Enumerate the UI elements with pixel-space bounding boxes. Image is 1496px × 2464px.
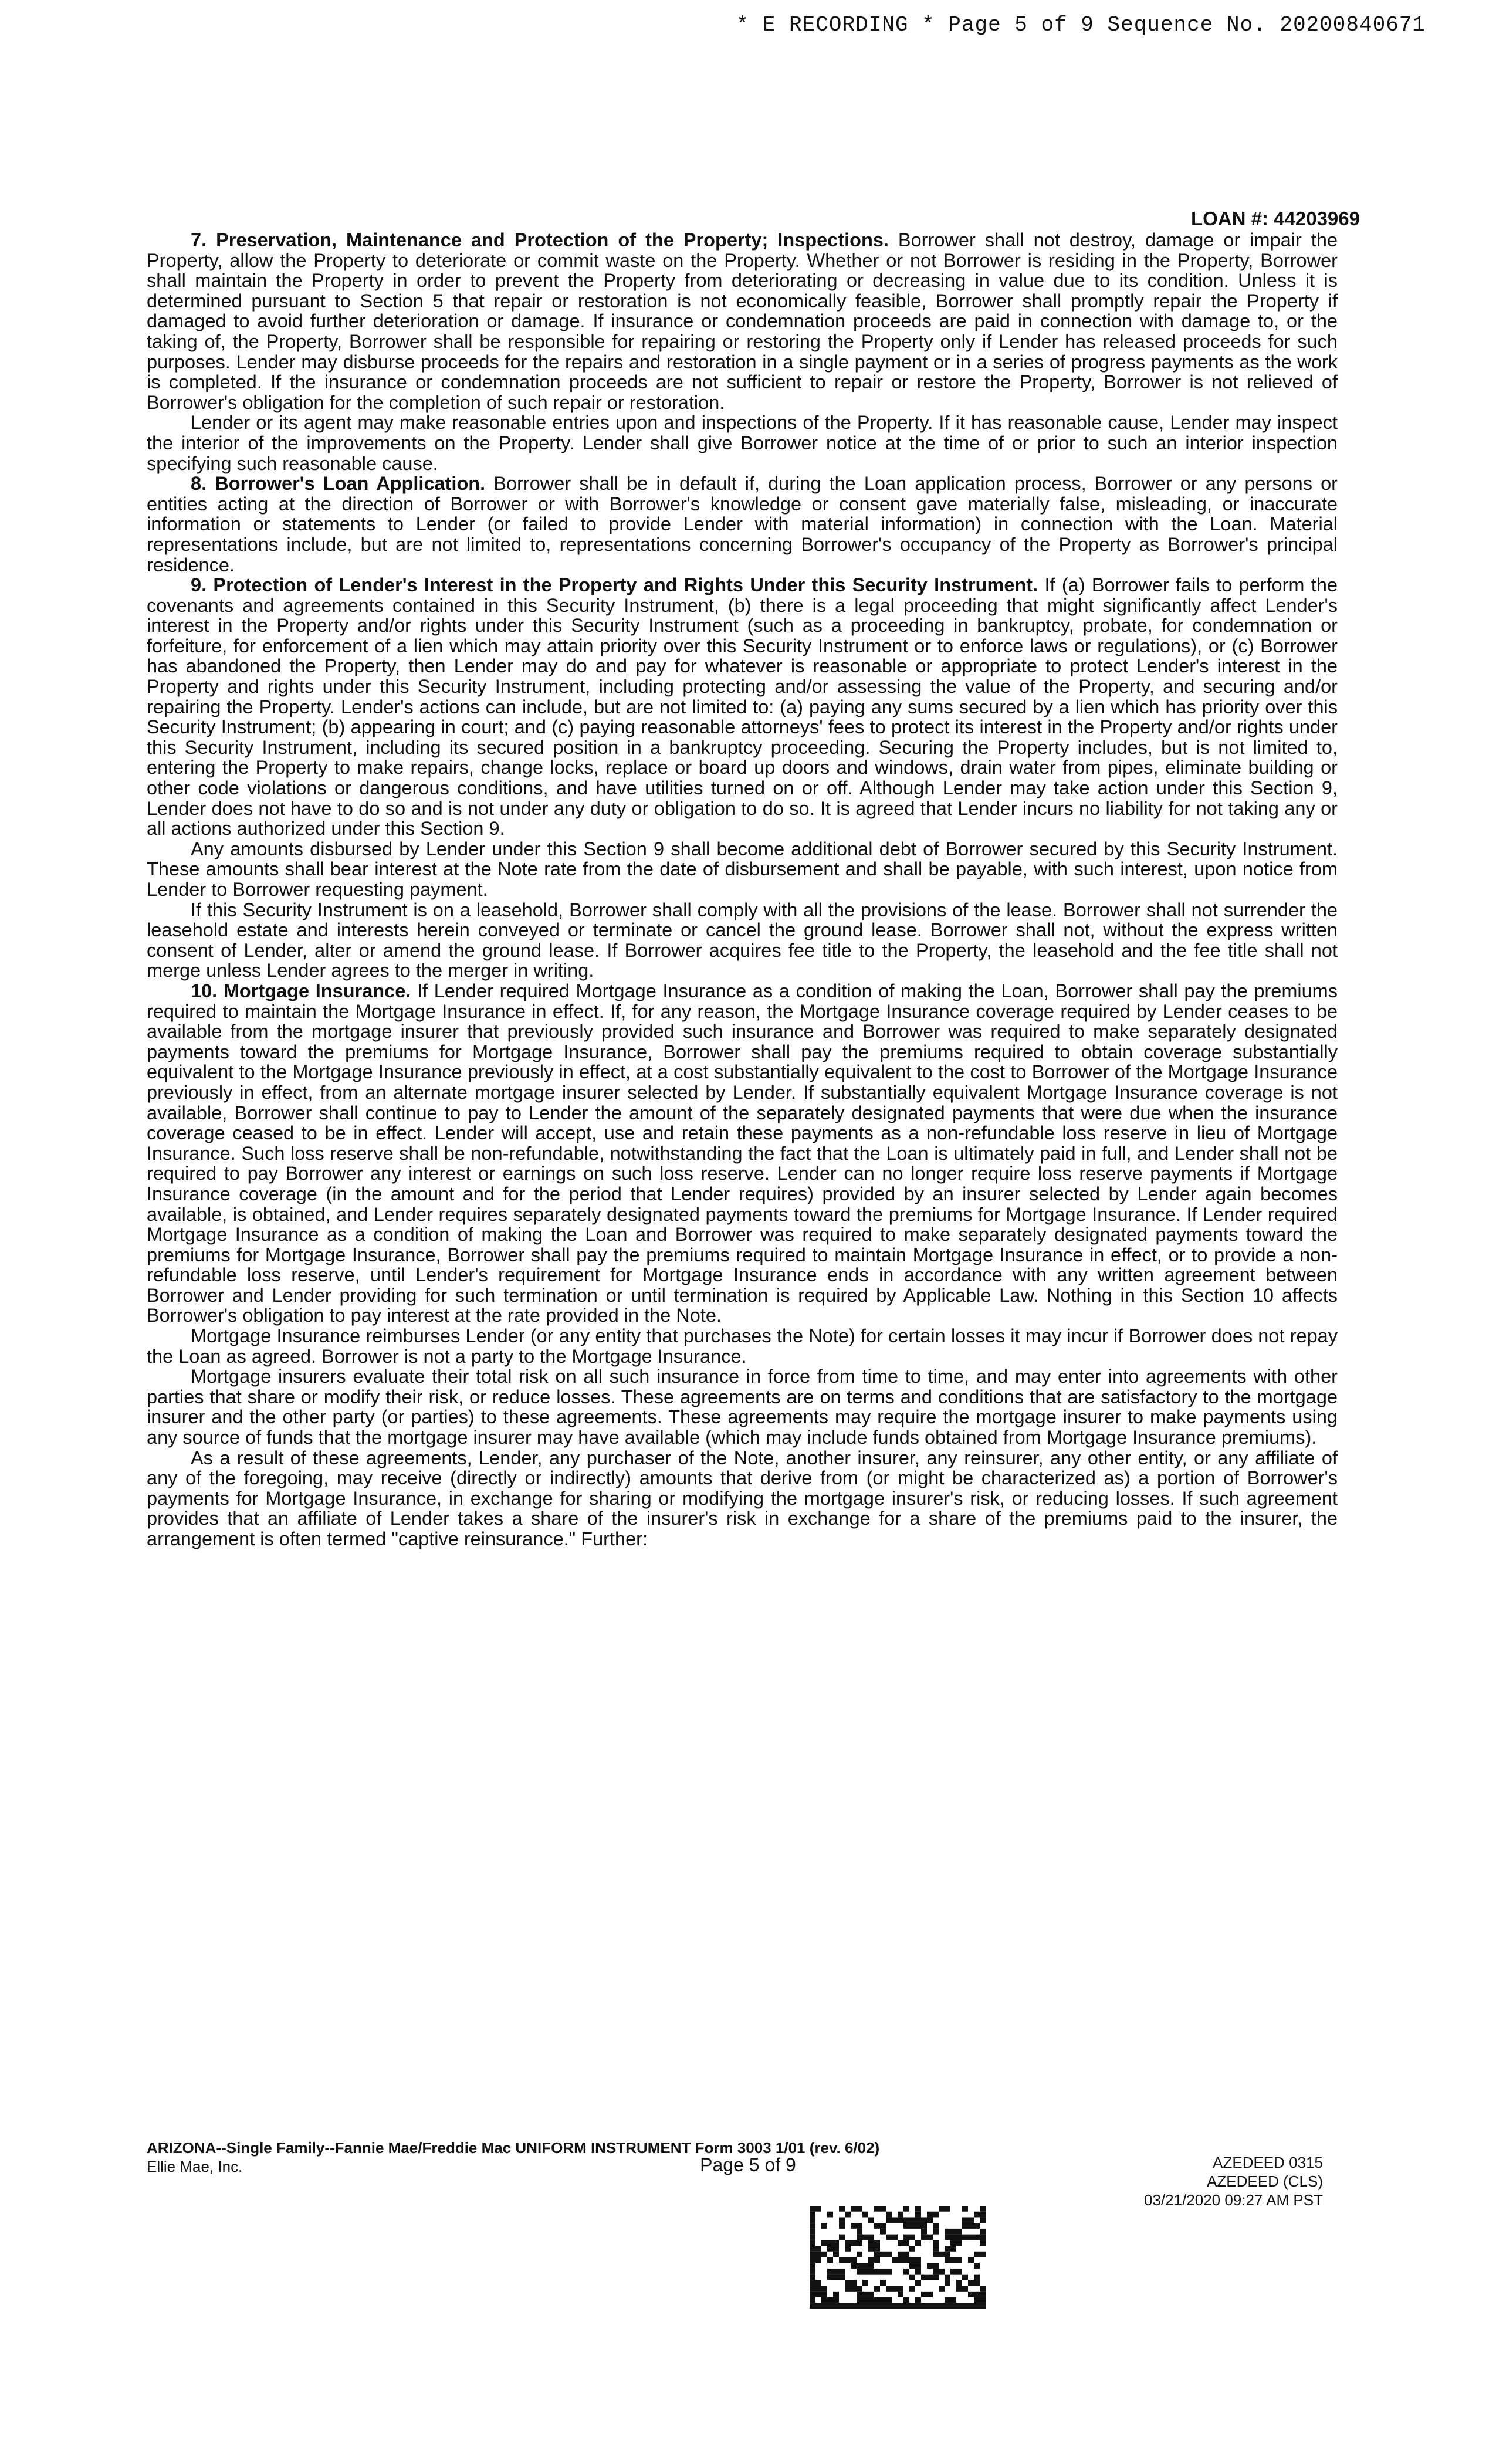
section-text: Borrower shall not destroy, damage or impair the Property, allow the Property to deteriorate or commit waste on the Property. Whether or not Borrower is residing in the Property, Borrower shall maintain the Property in order to prevent the Property from deteriorating or decreasing in value due to its condition. Unless it is determined pursuant to Section 5 that repair or restoration is not economically feasible, Borrower shall promptly repair the Property if damaged to avoid further deterioration or damage. If insurance or condemnation proceeds are paid in connection with damage to, or the taking of, the Property, Borrower shall be responsible for repairing or restoring the Property only if Lender has released proceeds for such purposes. Lender may disburse proceeds for the repairs and restoration in a single payment or in a series of progress payments as the work is completed. If the insurance or condemnation proceeds are not sufficient to repair or restore the Property, Borrower is not relieved of Borrower's obligation for the completion of such repair or restoration. [147,229,1338,413]
section-number: 8. [191,473,207,495]
section-text: Mortgage insurers evaluate their total risk on all such insurance in force from time to time, and may enter into agreements with other parties that share or modify their risk, or reduce losses. These agreements are on terms and conditions that are satisfactory to the mortgage insurer and the other party (or parties) to these agreements. These agreements may require the mortgage insurer to make payments using any source of funds that the mortgage insurer may have available (which may include funds obtained from Mortgage Insurance premiums). [147,1366,1338,1448]
section-text: Mortgage Insurance reimburses Lender (or any entity that purchases the Note) for certain losses it may incur if Borrower does not repay the Loan as agreed. Borrower is not a party to the Mortgage Insurance. [147,1325,1338,1367]
section-text: Lender or its agent may make reasonable entries upon and inspections of the Property. If it has reasonable cause, Lender may inspect the interior of the improvements on the Property. Lender shall give Borrower notice at the time of or prior to such an interior inspection specifying such reasonable cause. [147,412,1338,474]
document-body [147,230,1338,1549]
section-paragraph [147,1326,1338,1366]
section-text: Any amounts disbursed by Lender under this Section 9 shall become additional debt of Borrower secured by this Security Instrument. These amounts shall bear interest at the Note rate from the date of disbursement and shall be payable, with such interest, upon notice from Lender to Borrower requesting payment. [147,838,1338,900]
section-text: If Lender required Mortgage Insurance as a condition of making the Loan, Borrower shall pay the premiums required to maintain the Mortgage Insurance in effect. If, for any reason, the Mortgage Insurance coverage required by Lender ceases to be available from the mortgage insurer that previously provided such insurance and Borrower was required to make separately designated payments toward the premiums for Mortgage Insurance, Borrower shall pay the premiums required to obtain coverage substantially equivalent to the Mortgage Insurance previously in effect, at a cost substantially equivalent to the cost to Borrower of the Mortgage Insurance previously in effect, from an alternate mortgage insurer selected by Lender. If substantially equivalent Mortgage Insurance coverage is not available, Borrower shall continue to pay to Lender the amount of the separately designated payments that were due when the insurance coverage ceased to be in effect. Lender will accept, use and retain these payments as a non-refundable loss reserve in lieu of Mortgage Insurance. Such loss reserve shall be non-refundable, notwithstanding the fact that the Loan is ultimately paid in full, and Lender shall not be required to pay Borrower any interest or earnings on such loss reserve. Lender can no longer require loss reserve payments if Mortgage Insurance coverage (in the amount and for the period that Lender requires) provided by an insurer selected by Lender again becomes available, is obtained, and Lender requires separately designated payments toward the premiums for Mortgage Insurance. If Lender required Mortgage Insurance as a condition of making the Loan and Borrower was required to make separately designated payments toward the premiums for Mortgage Insurance, Borrower shall pay the premiums required to maintain Mortgage Insurance in effect, or to provide a non-refundable loss reserve, until Lender's requirement for Mortgage Insurance ends in accordance with any written agreement between Borrower and Lender providing for such termination or until termination is required by Applicable Law. Nothing in this Section 10 affects Borrower's obligation to pay interest at the rate provided in the Note. [147,980,1338,1326]
section-number: 10. [191,980,218,1001]
section-paragraph [147,473,1338,575]
section-title: Mortgage Insurance. [223,980,411,1001]
section-number: 7. [191,229,207,251]
barcode-icon [810,2206,986,2309]
section-number: 9. [191,574,207,596]
form-code: AZEDEED 0315 [1213,2154,1323,2171]
section-paragraph [147,230,1338,412]
section-title: Borrower's Loan Application. [215,473,486,495]
recording-header: * E RECORDING * Page 5 of 9 Sequence No. 20200840671 [736,13,1426,37]
section-paragraph [147,575,1338,839]
form-identifier: ARIZONA--Single Family--Fannie Mae/Freddie Mac UNIFORM INSTRUMENT Form 3003 1/01 (rev. 6/02) [147,2139,880,2157]
company-name: Ellie Mae, Inc. [147,2158,243,2175]
section-paragraph [147,1366,1338,1447]
print-timestamp: 03/21/2020 09:27 AM PST [1144,2191,1323,2209]
section-paragraph [147,900,1338,981]
footer-codes [1144,2153,1323,2209]
form-code-cls: AZEDEED (CLS) [1207,2172,1323,2190]
section-title: Protection of Lender's Interest in the Property and Rights Under this Security Instrument. [213,574,1038,596]
section-paragraph [147,412,1338,473]
section-text: Borrower shall be in default if, during the Loan application process, Borrower or any persons or entities acting at the direction of Borrower or with Borrower's knowledge or consent gave materially false, misleading, or inaccurate information or statements to Lender (or failed to provide Lender with material information) in connection with the Loan. Material representations include, but are not limited to, representations concerning Borrower's occupancy of the Property as Borrower's principal residence. [147,473,1338,576]
section-text: If this Security Instrument is on a leasehold, Borrower shall comply with all the provisions of the lease. Borrower shall not surrender the leasehold estate and interests herein conveyed or terminate or cancel the ground lease. Borrower shall not, without the express written consent of Lender, alter or amend the ground lease. If Borrower acquires fee title to the Property, the leasehold and the fee title shall not merge unless Lender agrees to the merger in writing. [147,899,1338,981]
section-paragraph [147,981,1338,1326]
section-title: Preservation, Maintenance and Protection of the Property; Inspections. [216,229,889,251]
page-number: Page 5 of 9 [700,2154,796,2175]
loan-number: LOAN #: 44203969 [1191,208,1360,229]
section-text: As a result of these agreements, Lender, any purchaser of the Note, another insurer, any reinsurer, any other entity, or any affiliate of any of the foregoing, may receive (directly or indirectly) amounts that derive from (or might be characterized as) a portion of Borrower's payments for Mortgage Insurance, in exchange for sharing or modifying the mortgage insurer's risk, or reducing losses. If such agreement provides that an affiliate of Lender takes a share of the insurer's risk in exchange for a share of the premiums paid to the insurer, the arrangement is often termed "captive reinsurance." Further: [147,1447,1338,1549]
section-paragraph [147,1448,1338,1549]
section-text: If (a) Borrower fails to perform the covenants and agreements contained in this Security Instrument, (b) there is a legal proceeding that might significantly affect Lender's interest in the Property and/or rights under this Security Instrument (such as a proceeding in bankruptcy, probate, for condemnation or forfeiture, for enforcement of a lien which may attain priority over this Security Instrument or to enforce laws or regulations), or (c) Borrower has abandoned the Property, then Lender may do and pay for whatever is reasonable or appropriate to protect Lender's interest in the Property and rights under this Security Instrument, including protecting and/or assessing the value of the Property, and securing and/or repairing the Property. Lender's actions can include, but are not limited to: (a) paying any sums secured by a lien which has priority over this Security Instrument; (b) appearing in court; and (c) paying reasonable attorneys' fees to protect its interest in the Property and/or rights under this Security Instrument, including its secured position in a bankruptcy proceeding. Securing the Property includes, but is not limited to, entering the Property to make repairs, change locks, replace or board up doors and windows, drain water from pipes, eliminate building or other code violations or dangerous conditions, and have utilities turned on or off. Although Lender may take action under this Section 9, Lender does not have to do so and is not under any duty or obligation to do so. It is agreed that Lender incurs no liability for not taking any or all actions authorized under this Section 9. [147,574,1338,840]
section-paragraph [147,839,1338,900]
